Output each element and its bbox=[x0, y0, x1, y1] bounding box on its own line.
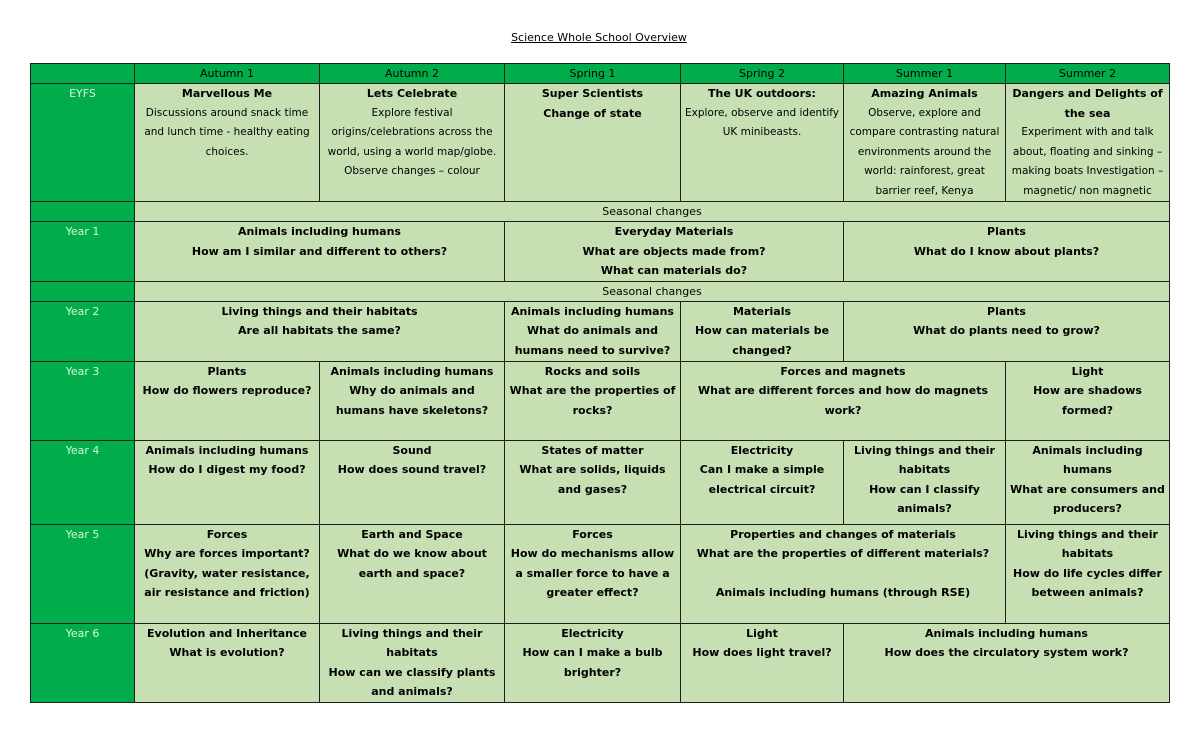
row-year-1 bbox=[31, 222, 1170, 282]
year5-spring1-topic: Forces bbox=[572, 527, 613, 541]
cell-eyfs-summer-1 bbox=[844, 84, 1006, 202]
row-eyfs bbox=[31, 84, 1170, 202]
year2-autumn-question: Are all habitats the same? bbox=[238, 324, 401, 337]
eyfs-summer2-text: Experiment with and talk about, floating and sinking – making boats Investigation – magnetic/ non magnetic bbox=[1011, 126, 1164, 197]
cell-year3-autumn-1 bbox=[135, 361, 320, 440]
year2-summer-topic: Plants bbox=[987, 304, 1026, 318]
year5-autumn2-question: What do we know about earth and space? bbox=[337, 547, 487, 580]
header-spring-2: Spring 2 bbox=[681, 64, 844, 84]
eyfs-autumn2-text2: Observe changes – colour bbox=[344, 165, 480, 177]
cell-year5-summer-2 bbox=[1006, 524, 1170, 623]
year1-autumn-question: How am I similar and different to others? bbox=[191, 244, 448, 258]
year5-materials-question: What are the properties of different materials? bbox=[696, 547, 990, 560]
year4-autumn2-topic: Sound bbox=[392, 443, 432, 457]
eyfs-spring2-text: Explore, observe and identify UK minibeasts. bbox=[685, 106, 839, 138]
cell-year6-autumn-2 bbox=[320, 623, 505, 702]
cell-year6-spring-2 bbox=[681, 623, 844, 702]
cell-year4-autumn-1 bbox=[135, 440, 320, 524]
year6-autumn1-question: What is evolution? bbox=[169, 646, 285, 659]
year5-materials-extra: Animals including humans (through RSE) bbox=[715, 585, 971, 599]
header-spring-1: Spring 1 bbox=[505, 64, 681, 84]
year6-spring2-question: How does light travel? bbox=[692, 646, 832, 659]
row-seasonal-1 bbox=[31, 202, 1170, 222]
cell-year2-autumn bbox=[135, 301, 505, 361]
year2-autumn-topic: Living things and their habitats bbox=[221, 304, 418, 318]
cell-year1-spring bbox=[505, 222, 844, 282]
row-label-year-4: Year 4 bbox=[31, 440, 135, 524]
header-autumn-1: Autumn 1 bbox=[135, 64, 320, 84]
row-seasonal-2 bbox=[31, 281, 1170, 301]
year1-summer-topic: Plants bbox=[987, 225, 1026, 238]
year6-spring2-topic: Light bbox=[746, 626, 778, 640]
eyfs-autumn2-text: Explore festival origins/celebrations across the world, using a world map/globe. bbox=[327, 106, 497, 158]
year1-spring-question: What are objects made from? bbox=[582, 244, 766, 258]
year5-autumn1-question: Why are forces important? bbox=[144, 547, 310, 560]
eyfs-summer2-title: Dangers and Delights of the sea bbox=[1012, 87, 1163, 120]
year5-spring1-question: How do mechanisms allow a smaller force to have a greater effect? bbox=[510, 547, 675, 599]
cell-eyfs-autumn-1 bbox=[135, 84, 320, 202]
year4-autumn1-topic: Animals including humans bbox=[145, 443, 309, 457]
row-year-2 bbox=[31, 301, 1170, 361]
eyfs-summer1-text: Observe, explore and compare contrasting natural environments around the world: rainforest, great barrier reef, Kenya bbox=[849, 106, 1000, 197]
cell-year1-autumn bbox=[135, 222, 505, 282]
row-label-year-5: Year 5 bbox=[31, 524, 135, 623]
year3-autumn1-topic: Plants bbox=[207, 364, 247, 378]
year2-spring2-question: How can materials be changed? bbox=[694, 324, 830, 357]
year4-summer2-question: What are consumers and producers? bbox=[1010, 482, 1165, 515]
seasonal-changes-1: Seasonal changes bbox=[135, 202, 1170, 222]
year1-autumn-topic: Animals including humans bbox=[238, 225, 401, 238]
cell-year4-summer-1 bbox=[844, 440, 1006, 524]
year4-spring2-topic: Electricity bbox=[730, 443, 794, 457]
year6-autumn2-topic: Living things and their habitats bbox=[341, 626, 483, 659]
cell-year5-autumn-1 bbox=[135, 524, 320, 623]
header-summer-2: Summer 2 bbox=[1006, 64, 1170, 84]
year5-autumn2-topic: Earth and Space bbox=[361, 527, 463, 541]
row-label-eyfs: EYFS bbox=[31, 84, 135, 202]
seasonal-2-label-cell bbox=[31, 281, 135, 301]
cell-year4-spring-2 bbox=[681, 440, 844, 524]
year4-autumn2-question: How does sound travel? bbox=[337, 463, 487, 476]
cell-year1-summer bbox=[844, 222, 1170, 282]
cell-year2-spring-2 bbox=[681, 301, 844, 361]
year4-spring2-question: Can I make a simple electrical circuit? bbox=[699, 463, 825, 496]
year4-summer2-topic: Animals including humans bbox=[1032, 443, 1143, 476]
row-year-4 bbox=[31, 440, 1170, 524]
row-label-year-3: Year 3 bbox=[31, 361, 135, 440]
year3-summer2-question: How are shadows formed? bbox=[1033, 384, 1142, 417]
year4-autumn1-question: How do I digest my food? bbox=[148, 463, 306, 476]
overview-table bbox=[30, 63, 1170, 703]
row-label-year-6: Year 6 bbox=[31, 623, 135, 702]
cell-year5-autumn-2 bbox=[320, 524, 505, 623]
year6-summer-question: How does the circulatory system work? bbox=[884, 646, 1129, 659]
year6-spring1-topic: Electricity bbox=[561, 626, 624, 640]
year3-autumn2-question: Why do animals and humans have skeletons? bbox=[335, 384, 489, 417]
year4-spring1-topic: States of matter bbox=[541, 443, 644, 457]
year3-forces-topic: Forces and magnets bbox=[780, 364, 906, 378]
header-autumn-2: Autumn 2 bbox=[320, 64, 505, 84]
seasonal-changes-2: Seasonal changes bbox=[135, 281, 1170, 301]
year6-autumn2-question: How can we classify plants and animals? bbox=[328, 665, 496, 698]
year5-materials-topic: Properties and changes of materials bbox=[730, 527, 956, 541]
year4-summer1-question: How can I classify animals? bbox=[869, 482, 980, 515]
page-title: Science Whole School Overview bbox=[511, 31, 687, 44]
cell-year5-spring2-summer1 bbox=[681, 524, 1006, 623]
cell-year4-summer-2 bbox=[1006, 440, 1170, 524]
year6-spring1-question: How can I make a bulb brighter? bbox=[522, 646, 663, 679]
year2-spring1-text: Animals including humans What do animals and humans need to survive? bbox=[511, 304, 674, 357]
cell-year6-summer bbox=[844, 623, 1170, 702]
eyfs-summer1-title: Amazing Animals bbox=[871, 87, 978, 100]
year3-spring1-question: What are the properties of rocks? bbox=[509, 384, 676, 417]
seasonal-1-label-cell bbox=[31, 202, 135, 222]
year5-summer2-topic: Living things and their habitats bbox=[1017, 527, 1158, 560]
cell-eyfs-summer-2 bbox=[1006, 84, 1170, 202]
cell-year4-spring-1 bbox=[505, 440, 681, 524]
year3-forces-question: What are different forces and how do magnets work? bbox=[697, 384, 988, 417]
row-year-3 bbox=[31, 361, 1170, 440]
eyfs-autumn2-title: Lets Celebrate bbox=[366, 87, 458, 100]
cell-year2-spring-1 bbox=[505, 301, 681, 361]
eyfs-autumn1-title: Marvellous Me bbox=[181, 87, 273, 100]
row-year-6 bbox=[31, 623, 1170, 702]
cell-eyfs-autumn-2 bbox=[320, 84, 505, 202]
year5-summer2-question: How do life cycles differ between animals? bbox=[1013, 566, 1162, 599]
year4-summer1-topic: Living things and their habitats bbox=[854, 443, 995, 476]
year3-autumn2-topic: Animals including humans bbox=[330, 364, 494, 378]
eyfs-spring1-line2: Change of state bbox=[543, 106, 642, 120]
header-summer-1: Summer 1 bbox=[844, 64, 1006, 84]
header-row bbox=[31, 64, 1170, 84]
year3-autumn1-question: How do flowers reproduce? bbox=[142, 384, 312, 397]
year2-summer-question: What do plants need to grow? bbox=[913, 324, 1100, 337]
year5-autumn1-topic: Forces bbox=[206, 527, 248, 541]
cell-year3-summer-2 bbox=[1006, 361, 1170, 440]
row-label-year-2: Year 2 bbox=[31, 301, 135, 361]
cell-year6-spring-1 bbox=[505, 623, 681, 702]
cell-year4-autumn-2 bbox=[320, 440, 505, 524]
cell-year5-spring-1 bbox=[505, 524, 681, 623]
year3-summer2-topic: Light bbox=[1071, 364, 1104, 378]
eyfs-spring1-title: Super Scientists bbox=[541, 87, 644, 100]
year6-summer-topic: Animals including humans bbox=[925, 626, 1088, 640]
year4-spring1-question: What are solids, liquids and gases? bbox=[519, 463, 666, 496]
cell-year2-summer bbox=[844, 301, 1170, 361]
eyfs-autumn1-text: Discussions around snack time and lunch time - healthy eating choices. bbox=[144, 106, 310, 158]
year1-summer-question: What do I know about plants? bbox=[913, 244, 1100, 258]
corner-cell bbox=[31, 64, 135, 84]
year6-autumn1-topic: Evolution and Inheritance bbox=[147, 626, 307, 640]
year3-spring1-topic: Rocks and soils bbox=[544, 364, 641, 378]
year5-autumn1-detail: (Gravity, water resistance, air resistance and friction) bbox=[144, 566, 310, 599]
year1-spring-question2: What can materials do? bbox=[600, 264, 748, 277]
year1-spring-topic: Everyday Materials bbox=[614, 225, 734, 238]
year2-spring2-topic: Materials bbox=[732, 304, 792, 318]
cell-year3-spring-1 bbox=[505, 361, 681, 440]
row-year-5 bbox=[31, 524, 1170, 623]
eyfs-spring2-title: The UK outdoors: bbox=[708, 87, 816, 100]
cell-year3-spring2-summer1 bbox=[681, 361, 1006, 440]
row-label-year-1: Year 1 bbox=[31, 222, 135, 282]
cell-eyfs-spring-2 bbox=[681, 84, 844, 202]
cell-year3-autumn-2 bbox=[320, 361, 505, 440]
cell-year6-autumn-1 bbox=[135, 623, 320, 702]
cell-eyfs-spring-1 bbox=[505, 84, 681, 202]
